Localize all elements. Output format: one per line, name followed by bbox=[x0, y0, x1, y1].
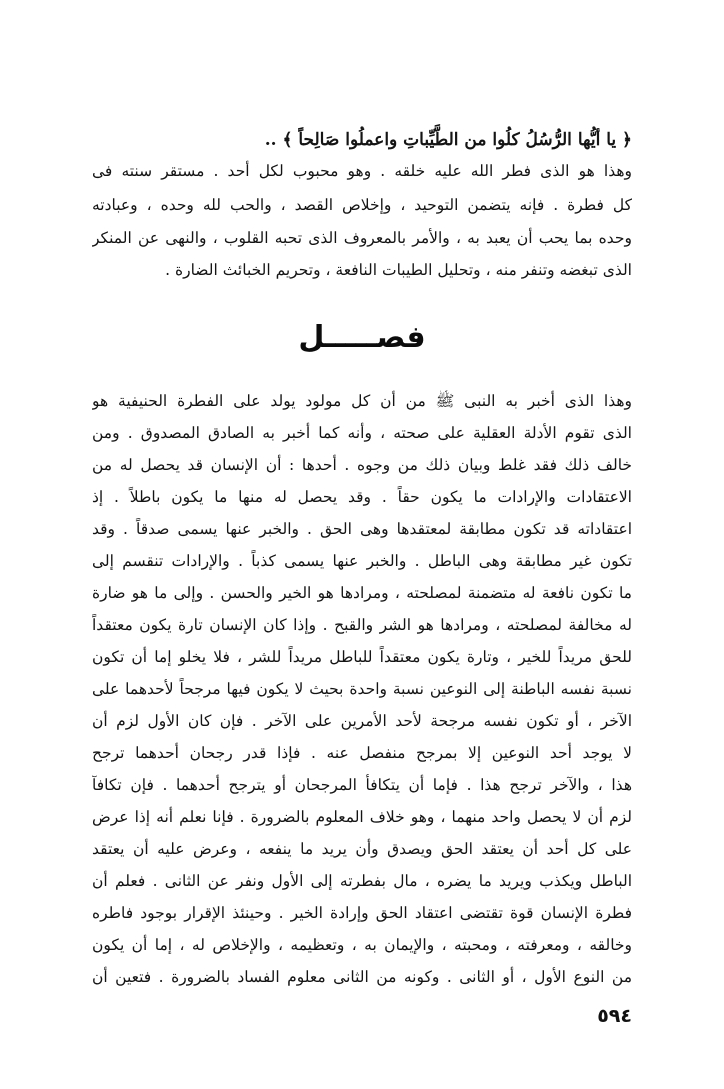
paragraph-line: لا يوجد أحد النوعين إلا بمرجح منفصل عنه . فإذا قدر رجحان أحدهما ترجح bbox=[92, 744, 632, 762]
paragraph-line: الذى تبغضه وتنفر منه ، وتحليل الطيبات النافعة ، وتحريم الخبائث الضارة . bbox=[165, 261, 632, 279]
page-number: ٥٩٤ bbox=[597, 1005, 632, 1027]
paragraph-line: وحده بما يحب أن يعبد به ، والأمر بالمعروف الذى تحبه القلوب ، والنهى عن المنكر bbox=[92, 229, 632, 247]
paragraph-line: لزم أن لا يحصل واحد منهما ، وهو خلاف المعلوم بالضرورة . فإنا نعلم أنه إذا عرض bbox=[92, 808, 632, 826]
paragraph-line: هذا ، والآخر ترجح هذا . فإما أن يتكافأ المرجحان أو يترجح أحدهما . فإن تكافآ bbox=[92, 776, 632, 794]
paragraph-line: وهذا هو الذى فطر الله عليه خلقه . وهو محبوب لكل أحد . مستقر سنته فى bbox=[92, 162, 632, 180]
paragraph-line: وهذا الذى أخبر به النبى ﷺ من أن كل مولود يولد على الفطرة الحنيفية هو bbox=[92, 392, 632, 410]
paragraph-line: الآخر ، أو تكون نفسه مرجحة لأحد الأمرين على الآخر . فإن كان الأول لزم أن bbox=[92, 712, 632, 730]
paragraph-line: فطرة الإنسان قوة تقتضى اعتقاد الحق وإرادة الخير . وحينئذ الإقرار بوجود فاطره bbox=[92, 904, 632, 922]
paragraph-line: تكون غير مطابقة وهى الباطل . والخبر عنها يسمى كذباً . والإرادات تنقسم إلى bbox=[92, 552, 632, 570]
paragraph-line: خالف ذلك فقد غلط وبيان ذلك من وجوه . أحدها : أن الإنسان قد يحصل له من bbox=[92, 456, 632, 474]
quran-verse: ﴿ يا أيُّها الرُّسُلُ كلُوا من الطَّيِّباتِ واعملُوا صَالِحاً ﴾ .. bbox=[264, 130, 632, 150]
paragraph-line: الاعتقادات والإرادات ما يكون حقاً . وقد يحصل له منها ما يكون باطلاً . إذ bbox=[92, 488, 632, 506]
section-heading: فصـــــل bbox=[298, 320, 426, 355]
paragraph-line: وخالقه ، ومعرفته ، ومحبته ، والإيمان به ، وتعظيمه ، والإخلاص له ، إما أن يكون bbox=[92, 936, 632, 954]
paragraph-line: الذى تقوم الأدلة العقلية على صحته ، وأنه كما أخبر به الصادق المصدوق . ومن bbox=[92, 424, 632, 442]
paragraph-line: نسبة نفسه الباطنة إلى النوعين نسبة واحدة بحيث لا يكون فيها مرجحاً لأحدهما على bbox=[92, 680, 632, 698]
paragraph-line: للحق مريداً للخير ، وتارة يكون معتقداً للباطل مريداً للشر ، فلا يخلو إما أن تكون bbox=[92, 648, 632, 666]
paragraph-line: اعتقاداته قد تكون مطابقة لمعتقدها وهى الحق . والخبر عنها يسمى صدقاً . وقد bbox=[92, 520, 632, 538]
paragraph-line: على كل أحد أن يعتقد الحق ويصدق وأن يريد ما ينفعه ، وعرض عليه أن يعتقد bbox=[92, 840, 632, 858]
paragraph-line: له مخالفة لمصلحته ، ومرادها هو الشر والقبح . وإذا كان الإنسان تارة يكون معتقداً bbox=[92, 616, 632, 634]
paragraph-line: ما تكون نافعة له متضمنة لمصلحته ، ومرادها هو الخير والحسن . وإلى ما هو ضارة bbox=[92, 584, 632, 602]
paragraph-line: كل فطرة . فإنه يتضمن التوحيد ، وإخلاص القصد ، والحب لله وحده ، وعبادته bbox=[92, 196, 632, 214]
paragraph-line: من النوع الأول ، أو الثانى . وكونه من الثانى معلوم الفساد بالضرورة . فتعين أن bbox=[92, 968, 632, 986]
paragraph-line: الباطل ويكذب ويريد ما يضره ، مال بفطرته إلى الأول ونفر عن الثانى . فعلم أن bbox=[92, 872, 632, 890]
